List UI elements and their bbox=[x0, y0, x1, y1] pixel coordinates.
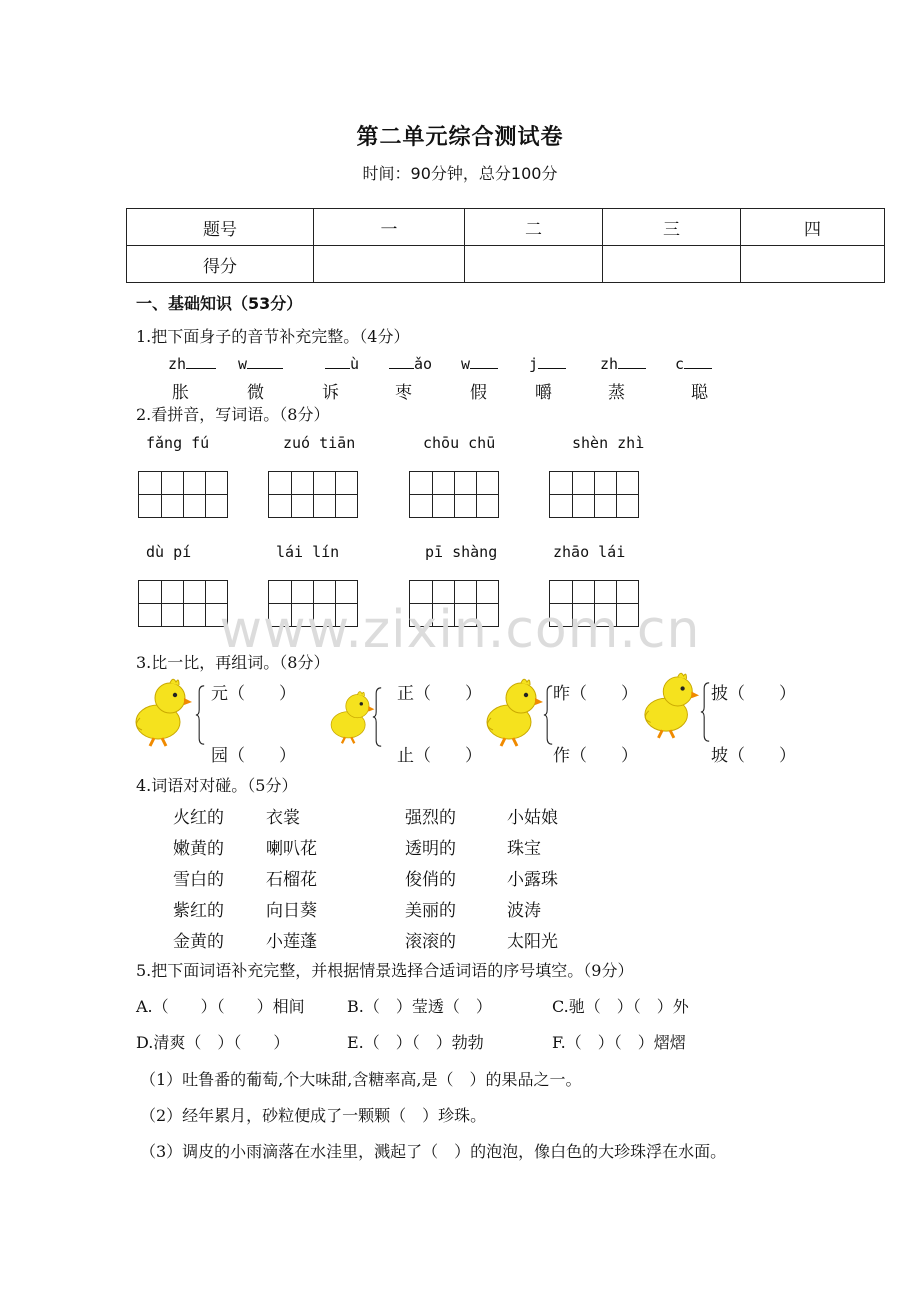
table-cell: 三 bbox=[603, 209, 741, 246]
match-word[interactable]: 喇叭花 bbox=[266, 839, 317, 859]
brace-icon bbox=[372, 683, 382, 751]
pinyin-label: shèn zhì bbox=[572, 434, 645, 452]
match-word[interactable]: 紫红的 bbox=[173, 901, 224, 921]
fill-option[interactable]: D.清爽（ ）（ ） bbox=[136, 1033, 290, 1052]
question-prompt: 5.把下面词语补充完整，并根据情景选择合适词语的序号填空。（9分） bbox=[136, 961, 634, 980]
match-word[interactable]: 小露珠 bbox=[507, 870, 558, 890]
table-cell: 题号 bbox=[127, 209, 314, 246]
chick-illustration bbox=[132, 676, 194, 748]
match-word[interactable]: 俊俏的 bbox=[405, 870, 456, 890]
question-prompt: 3.比一比，再组词。（8分） bbox=[136, 653, 330, 672]
score-input-cell[interactable] bbox=[741, 246, 885, 283]
pinyin-blank[interactable]: ù bbox=[325, 354, 359, 373]
question-prompt: 4.词语对对碰。（5分） bbox=[136, 776, 298, 795]
exam-time-info: 时间：90分钟，总分100分 bbox=[362, 164, 558, 183]
pinyin-blank[interactable]: zh bbox=[168, 354, 216, 373]
brace-icon bbox=[195, 679, 205, 751]
table-cell: 一 bbox=[314, 209, 465, 246]
compare-word-top[interactable]: 披（ ） bbox=[711, 684, 796, 704]
hanzi-label: 微 bbox=[247, 383, 264, 403]
pinyin-label: lái lín bbox=[276, 543, 340, 561]
chick-illustration bbox=[641, 670, 701, 740]
hanzi-label: 聪 bbox=[691, 383, 708, 403]
hanzi-label: 嚼 bbox=[535, 383, 552, 403]
pinyin-label: dù pí bbox=[146, 543, 192, 561]
writing-grid[interactable] bbox=[409, 471, 499, 518]
fill-option[interactable]: C.驰（ ）（ ）外 bbox=[552, 997, 689, 1016]
hanzi-label: 胀 bbox=[172, 383, 189, 403]
page-title: 第二单元综合测试卷 bbox=[356, 125, 564, 150]
pinyin-label: fǎng fú bbox=[146, 434, 210, 452]
compare-word-top[interactable]: 正（ ） bbox=[397, 684, 482, 704]
match-word[interactable]: 向日葵 bbox=[266, 901, 317, 921]
match-word[interactable]: 金黄的 bbox=[173, 932, 224, 952]
table-cell: 二 bbox=[465, 209, 603, 246]
fill-option[interactable]: F.（ ）（ ）熠熠 bbox=[552, 1033, 686, 1052]
score-table-score-row bbox=[127, 246, 885, 283]
match-word[interactable]: 火红的 bbox=[173, 808, 224, 828]
match-word[interactable]: 透明的 bbox=[405, 839, 456, 859]
match-word[interactable]: 衣裳 bbox=[266, 808, 300, 828]
match-word[interactable]: 滚滚的 bbox=[405, 932, 456, 952]
compare-word-top[interactable]: 元（ ） bbox=[211, 684, 296, 704]
fill-option[interactable]: B.（ ）莹透（ ） bbox=[347, 997, 492, 1016]
brace-icon bbox=[543, 679, 553, 751]
compare-word-bottom[interactable]: 止（ ） bbox=[397, 746, 482, 766]
compare-word-bottom[interactable]: 园（ ） bbox=[211, 746, 296, 766]
match-word[interactable]: 珠宝 bbox=[507, 839, 541, 859]
hanzi-label: 诉 bbox=[322, 383, 339, 403]
watermark: www.zixin.com.cn bbox=[219, 600, 701, 660]
chick-illustration bbox=[483, 676, 545, 748]
pinyin-blank[interactable]: w bbox=[238, 354, 283, 373]
pinyin-blank[interactable]: c bbox=[675, 354, 712, 373]
fill-option[interactable]: E.（ ）（ ）勃勃 bbox=[347, 1033, 484, 1052]
pinyin-blank[interactable]: zh bbox=[600, 354, 646, 373]
table-cell: 得分 bbox=[127, 246, 314, 283]
pinyin-label: chōu chū bbox=[423, 434, 496, 452]
writing-grid[interactable] bbox=[138, 471, 228, 518]
context-sentence[interactable]: （2）经年累月，砂粒便成了一颗颗（ ）珍珠。 bbox=[140, 1106, 487, 1125]
score-table-header-row bbox=[127, 209, 885, 246]
section-heading: 一、基础知识（53分） bbox=[136, 294, 303, 313]
score-input-cell[interactable] bbox=[314, 246, 465, 283]
pinyin-label: zuó tiān bbox=[283, 434, 356, 452]
score-input-cell[interactable] bbox=[603, 246, 741, 283]
match-word[interactable]: 雪白的 bbox=[173, 870, 224, 890]
compare-word-bottom[interactable]: 坡（ ） bbox=[711, 746, 796, 766]
match-word[interactable]: 嫩黄的 bbox=[173, 839, 224, 859]
writing-grid[interactable] bbox=[268, 471, 358, 518]
match-word[interactable]: 美丽的 bbox=[405, 901, 456, 921]
match-word[interactable]: 太阳光 bbox=[507, 932, 558, 952]
table-cell: 四 bbox=[741, 209, 885, 246]
brace-icon bbox=[700, 673, 710, 751]
score-table bbox=[126, 208, 885, 283]
context-sentence[interactable]: （3）调皮的小雨滴落在水洼里，溅起了（ ）的泡泡，像白色的大珍珠浮在水面。 bbox=[140, 1142, 727, 1161]
match-word[interactable]: 小莲蓬 bbox=[266, 932, 317, 952]
compare-word-top[interactable]: 昨（ ） bbox=[553, 684, 638, 704]
context-sentence[interactable]: （1）吐鲁番的葡萄,个大味甜,含糖率高,是（ ）的果品之一。 bbox=[140, 1070, 582, 1089]
writing-grid[interactable] bbox=[549, 471, 639, 518]
match-word[interactable]: 小姑娘 bbox=[507, 808, 558, 828]
hanzi-label: 枣 bbox=[395, 383, 412, 403]
pinyin-blank[interactable]: w bbox=[461, 354, 498, 373]
match-word[interactable]: 强烈的 bbox=[405, 808, 456, 828]
pinyin-blank[interactable]: j bbox=[529, 354, 566, 373]
pinyin-blank[interactable]: ǎo bbox=[389, 354, 432, 373]
pinyin-label: pī shàng bbox=[425, 543, 498, 561]
match-word[interactable]: 波涛 bbox=[507, 901, 541, 921]
question-prompt: 2.看拼音，写词语。（8分） bbox=[136, 405, 330, 424]
chick-illustration bbox=[328, 686, 376, 748]
fill-option[interactable]: A.（ ）（ ）相间 bbox=[136, 997, 305, 1016]
match-word[interactable]: 石榴花 bbox=[266, 870, 317, 890]
compare-word-bottom[interactable]: 作（ ） bbox=[553, 746, 638, 766]
pinyin-label: zhāo lái bbox=[553, 543, 626, 561]
question-prompt: 1.把下面身子的音节补充完整。（4分） bbox=[136, 327, 410, 346]
hanzi-label: 蒸 bbox=[608, 383, 625, 403]
hanzi-label: 假 bbox=[470, 383, 487, 403]
score-input-cell[interactable] bbox=[465, 246, 603, 283]
